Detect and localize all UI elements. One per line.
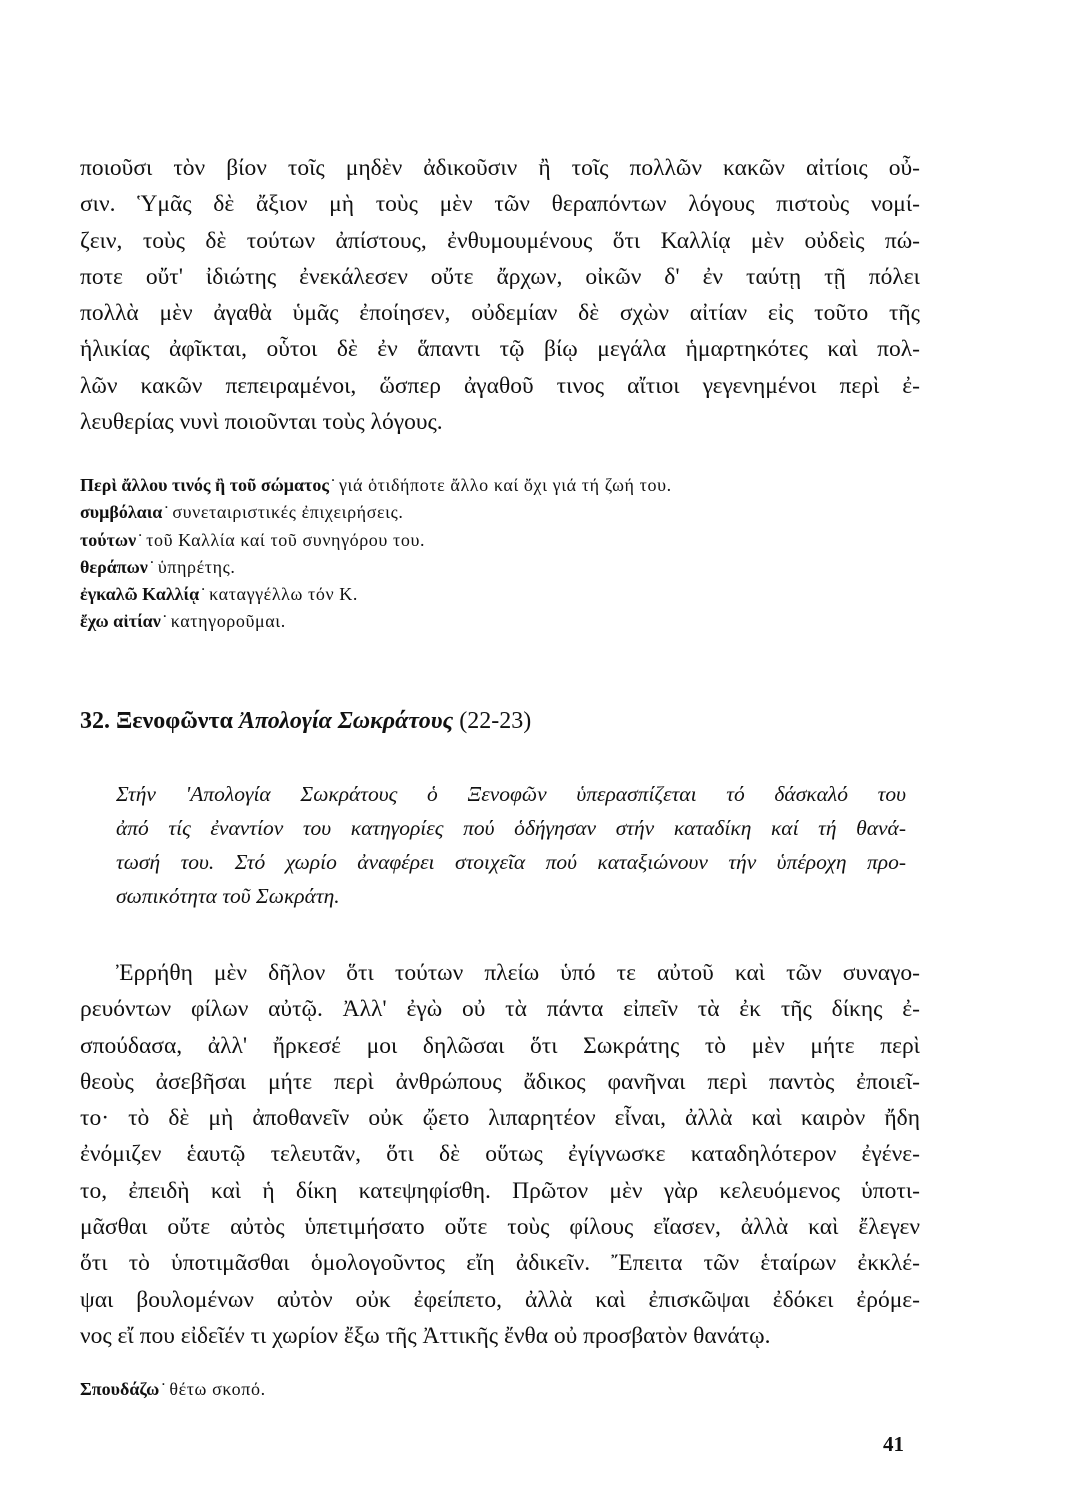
text-line: το, ἐπειδὴ καὶ ἡ δίκη κατεψηφίσθη. Πρῶτον μὲν γὰρ κελευόμενος ὑποτι- <box>80 1177 920 1204</box>
glossary-definition: γιά ὁτιδήποτε ἄλλο καί ὄχι γιά τή ζωή του. <box>338 475 672 495</box>
glossary-entry: τούτων˙ τοῦ Καλλία καί τοῦ συνηγόρου του. <box>80 529 426 550</box>
text-line: λῶν κακῶν πεπειραμένοι, ὥσπερ ἀγαθοῦ τινος αἴτιοι γεγενημένοι περὶ ἐ- <box>80 372 920 399</box>
glossary-definition: συνεταιριστικές ἐπιχειρήσεις. <box>172 502 404 523</box>
intro-line: τωσή του. Στό χωρίο ἀναφέρει στοιχεῖα πού καταξιώνουν τήν ὑπέροχη προ- <box>116 850 906 874</box>
text-line: ἐνόμιζεν ἑαυτῷ τελευτᾶν, ὅτι δὲ οὕτως ἐγίγνωσκε καταδηλότερον ἐγένε- <box>80 1141 920 1168</box>
text-line: ἡλικίας ἀφῖκται, οὗτοι δὲ ἐν ἅπαντι τῷ βίῳ μεγάλα ἡμαρτηκότες καὶ πολ- <box>80 336 920 363</box>
glossary-term: συμβόλαια <box>80 502 163 523</box>
glossary-entry: Σπουδάζω˙ θέτω σκοπό. <box>80 1379 266 1399</box>
text-line: το· τὸ δὲ μὴ ἀποθανεῖν οὐκ ᾤετο λιπαρητέον εἶναι, ἀλλὰ καὶ καιρὸν ἤδη <box>80 1105 920 1132</box>
text-line: ποιοῦσι τὸν βίον τοῖς μηδὲν ἀδικοῦσιν ἢ τοῖς πολλῶν κακῶν αἰτίοις οὖ- <box>80 155 920 181</box>
glossary-term: Περὶ ἄλλου τινός ἢ τοῦ σώματος <box>80 475 329 495</box>
text-line: ψαι βουλομένων αὐτὸν οὐκ ἐφείπετο, ἀλλὰ καὶ ἐπισκῶψαι ἐδόκει ἐρόμε- <box>80 1286 920 1313</box>
glossary-term: τούτων <box>80 529 137 550</box>
text-line: σπούδασα, ἀλλ' ἤρκεσέ μοι δηλῶσαι ὅτι Σωκράτης τὸ μὲν μήτε περὶ <box>80 1032 920 1059</box>
glossary-1 <box>80 472 920 636</box>
text-line: ρευόντων φίλων αὐτῷ. Ἀλλ' ἐγὼ οὐ τὰ πάντα εἰπεῖν τὰ ἐκ τῆς δίκης ἐ- <box>80 996 920 1023</box>
intro-line: ἀπό τίς ἐναντίον του κατηγορίες πού ὁδήγησαν στήν καταδίκη καί τή θανά- <box>116 816 906 840</box>
text-line: πολλὰ μὲν ἀγαθὰ ὑμᾶς ἐποίησεν, οὐδεμίαν δὲ σχὼν αἰτίαν εἰς τοῦτο τῆς <box>80 300 920 327</box>
glossary-definition: θέτω σκοπό. <box>169 1379 266 1399</box>
section-number: 32. <box>80 708 110 734</box>
greek-passage-1 <box>80 150 920 440</box>
text-line: νος εἴ που εἰδεῖέν τι χωρίον ἔξω τῆς Ἀττικῆς ἔνθα οὐ προσβατὸν θανάτῳ. <box>80 1322 771 1349</box>
intro-paragraph <box>116 777 906 913</box>
page-number: 41 <box>883 1432 904 1456</box>
glossary-entry: θεράπων˙ ὑπηρέτης. <box>80 556 236 577</box>
glossary-definition: καταγγέλλω τόν Κ. <box>209 584 359 605</box>
text-line: Ἐρρήθη μὲν δῆλον ὅτι τούτων πλείω ὑπό τε αὐτοῦ καὶ τῶν συναγο- <box>116 960 920 986</box>
glossary-term: ἔχω αἰτίαν <box>80 611 161 632</box>
glossary-term: ἐγκαλῶ Καλλίᾳ <box>80 584 200 605</box>
section-work-title: Ἀπολογία Σωκράτους <box>238 708 454 734</box>
glossary-entry: Περὶ ἄλλου τινός ἢ τοῦ σώματος˙ γιά ὁτιδήποτε ἄλλο καί ὄχι γιά τή ζωή του. <box>80 475 672 495</box>
greek-passage-2 <box>80 955 920 1354</box>
intro-line: Στήν 'Απολογία Σωκράτους ὁ Ξενοφῶν ὑπερασπίζεται τό δάσκαλό του <box>116 782 906 806</box>
section-reference: (22-23) <box>459 708 532 734</box>
text-line: σιν. Ὑμᾶς δὲ ἄξιον μὴ τοὺς μὲν τῶν θεραπόντων λόγους πιστοὺς νομί- <box>80 191 920 218</box>
text-line: ὅτι τὸ ὑποτιμᾶσθαι ὁμολογοῦντος εἴη ἀδικεῖν. Ἔπειτα τῶν ἑταίρων ἐκκλέ- <box>80 1250 920 1277</box>
glossary-definition: κατηγοροῦμαι. <box>170 611 286 632</box>
glossary-entry: ἔχω αἰτίαν˙ κατηγοροῦμαι. <box>80 611 286 632</box>
glossary-definition: ὑπηρέτης. <box>157 556 236 577</box>
glossary-entry: συμβόλαια˙ συνεταιριστικές ἐπιχειρήσεις. <box>80 502 404 523</box>
text-line: ζειν, τοὺς δὲ τούτων ἀπίστους, ἐνθυμουμένους ὅτι Καλλίᾳ μὲν οὐδεὶς πώ- <box>80 227 920 254</box>
text-line: λευθερίας νυνὶ ποιοῦνται τοὺς λόγους. <box>80 409 443 436</box>
intro-line: σωπικότητα τοῦ Σωκράτη. <box>116 884 340 908</box>
section-author: Ξενοφῶντα <box>116 708 233 734</box>
text-line: ποτε οὔτ' ἰδιώτης ἐνεκάλεσεν οὔτε ἄρχων, οἰκῶν δ' ἐν ταύτῃ τῇ πόλει <box>80 263 920 290</box>
glossary-entry: ἐγκαλῶ Καλλίᾳ˙ καταγγέλλω τόν Κ. <box>80 584 359 605</box>
glossary-term: θεράπων <box>80 556 148 577</box>
glossary-definition: τοῦ Καλλία καί τοῦ συνηγόρου του. <box>146 529 426 550</box>
text-line: μᾶσθαι οὔτε αὐτὸς ὑπετιμήσατο οὔτε τοὺς φίλους εἴασεν, ἀλλὰ καὶ ἔλεγεν <box>80 1214 920 1241</box>
text-line: θεοὺς ἀσεβῆσαι μήτε περὶ ἀνθρώπους ἄδικος φανῆναι περὶ παντὸς ἐποιεῖ- <box>80 1068 920 1095</box>
glossary-2 <box>80 1376 920 1403</box>
glossary-term: Σπουδάζω <box>80 1379 160 1399</box>
section-heading <box>80 708 531 735</box>
